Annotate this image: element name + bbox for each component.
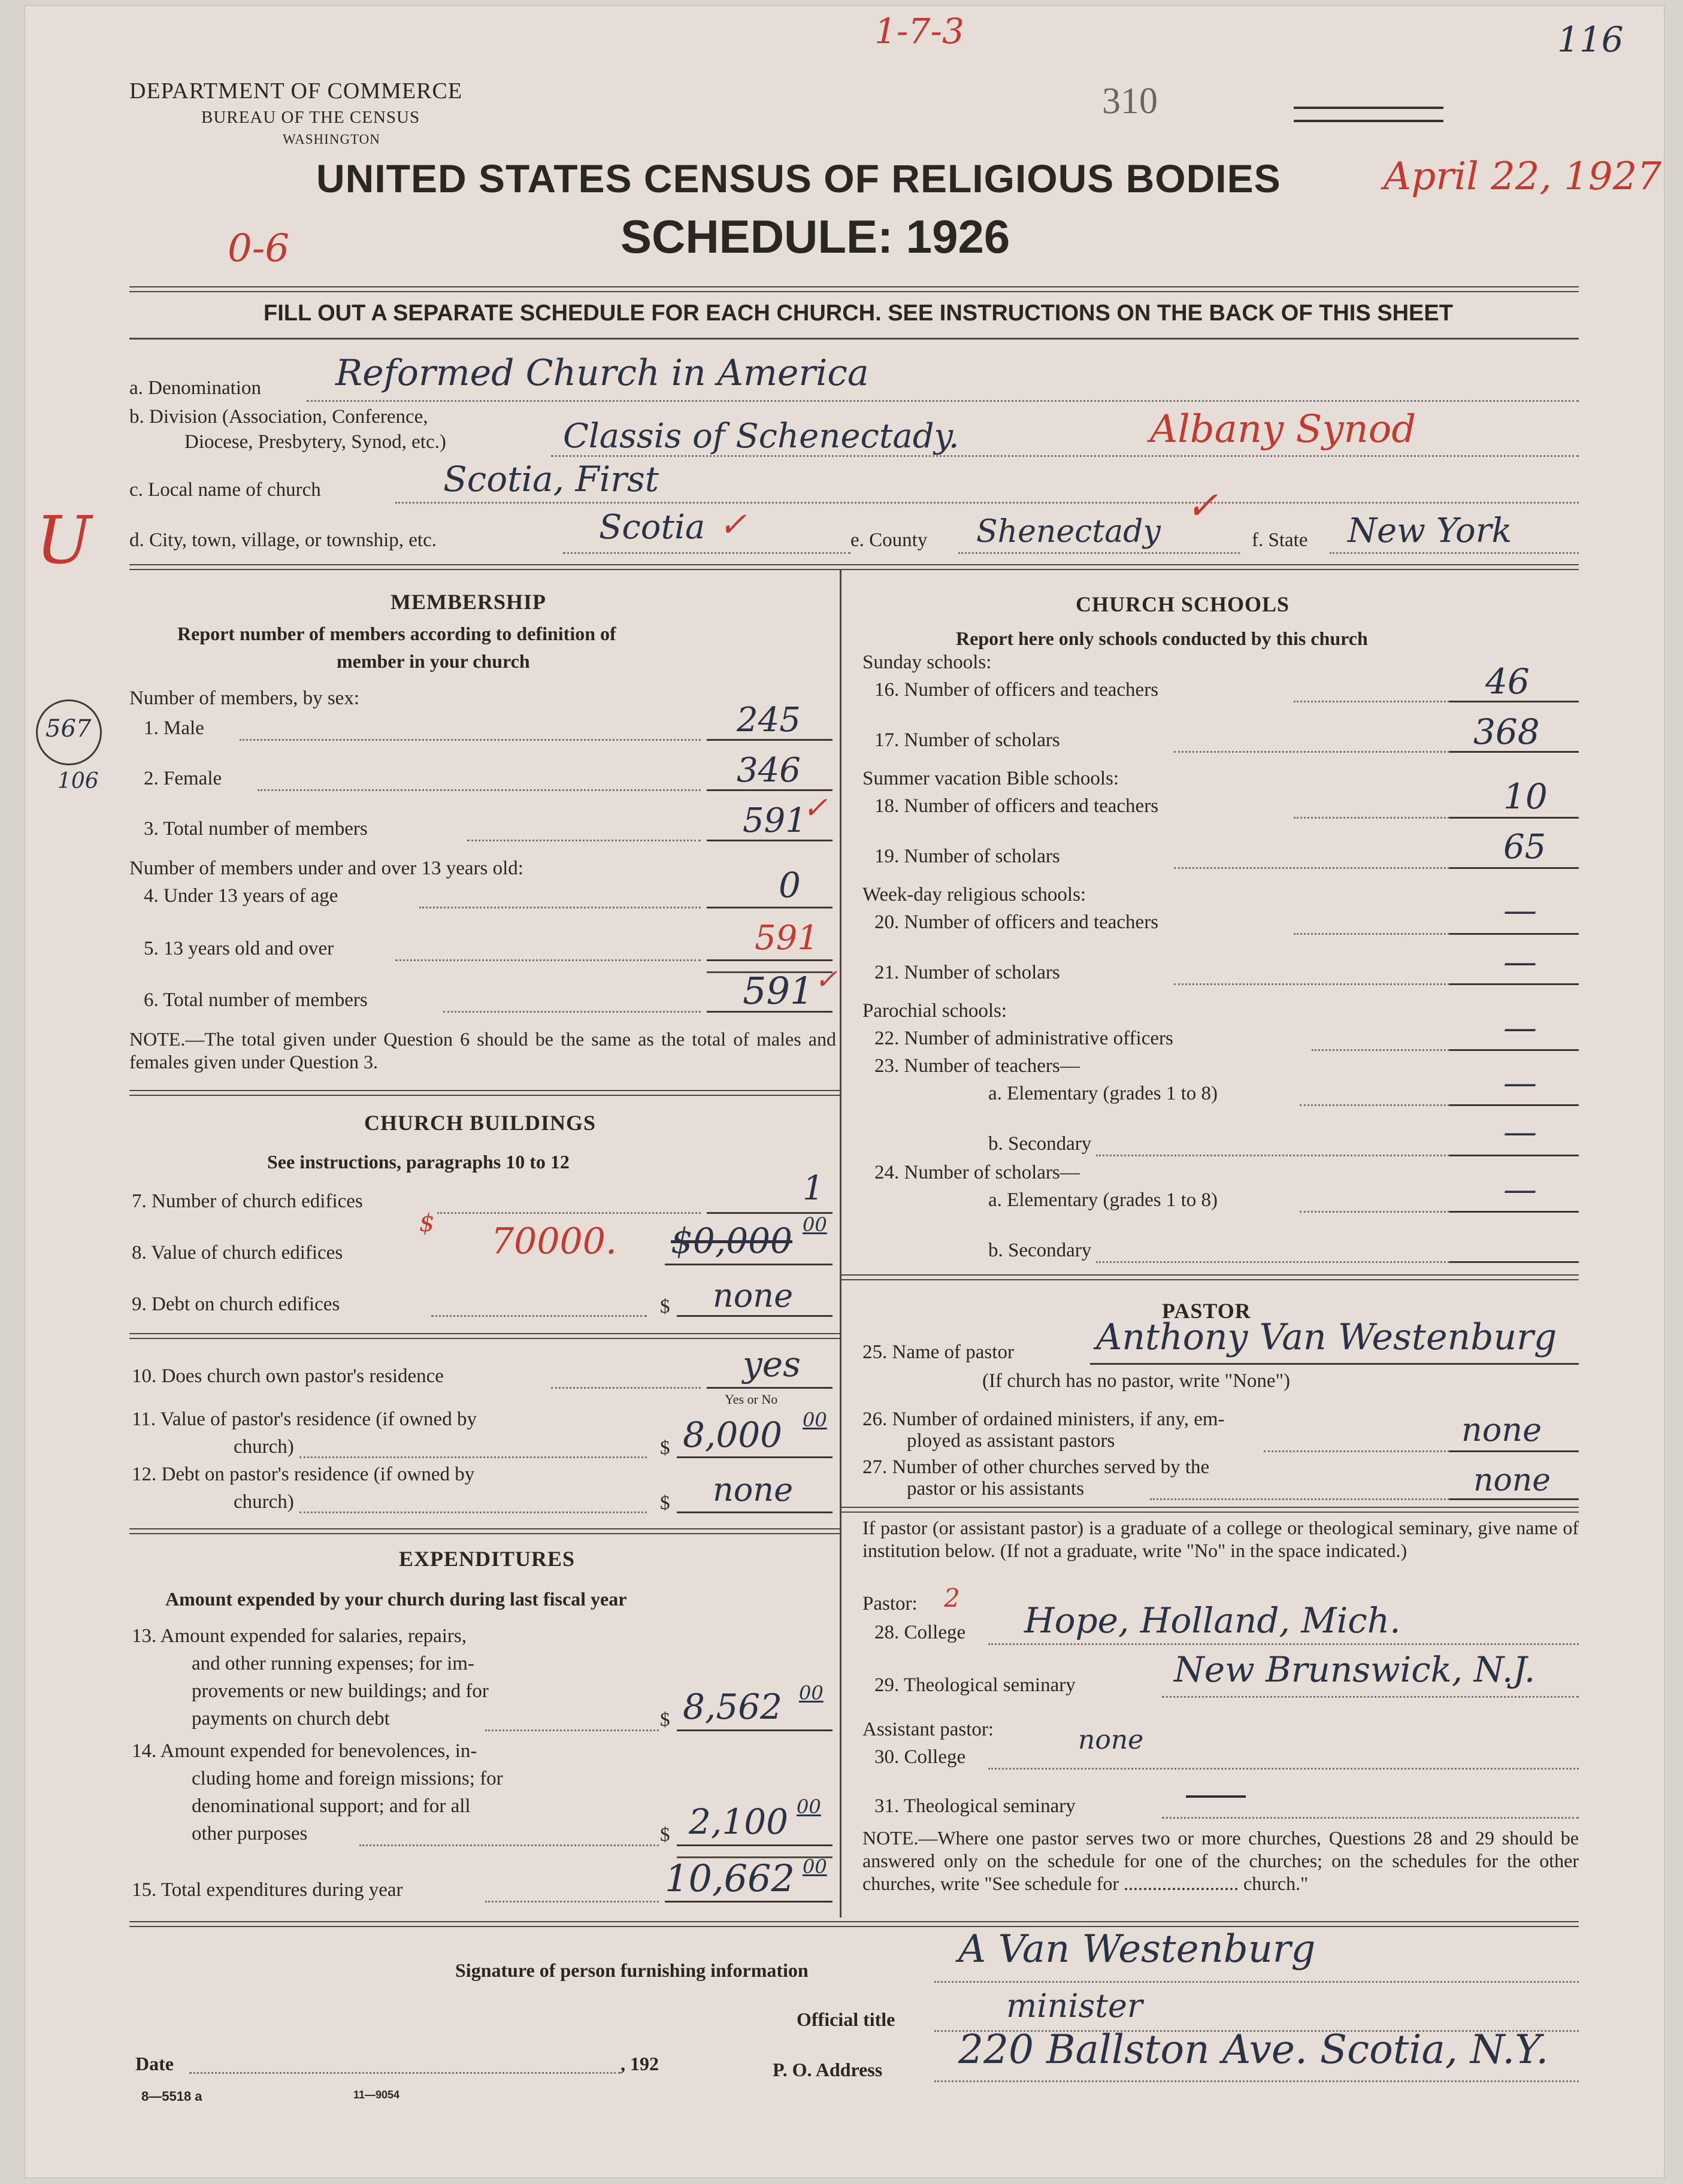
column-divider xyxy=(840,570,842,1918)
yes-or-no-hint: Yes or No xyxy=(725,1392,778,1407)
date-annotation: April 22, 1927 xyxy=(1384,155,1662,199)
q11-dollar: $ xyxy=(660,1437,670,1459)
q25-answer-line xyxy=(1090,1363,1579,1365)
q20-label: 20. Number of officers and teachers xyxy=(874,911,1159,933)
q16-line xyxy=(1294,701,1449,702)
q31-line xyxy=(1162,1817,1579,1819)
q11-answer-line xyxy=(677,1456,833,1458)
washington-label: WASHINGTON xyxy=(283,132,380,147)
q8-cents: 00 xyxy=(803,1213,827,1236)
membership-heading: MEMBERSHIP xyxy=(391,590,547,614)
q19-line xyxy=(1174,867,1449,869)
q12-line xyxy=(299,1511,647,1513)
q5-line xyxy=(395,959,701,961)
rule xyxy=(129,1090,840,1096)
county-label: e. County xyxy=(850,529,928,551)
q23b-label: b. Secondary xyxy=(988,1133,1092,1155)
q27-value[interactable]: none xyxy=(1473,1462,1551,1498)
corner-number: 116 xyxy=(1557,19,1624,60)
q20-answer-line xyxy=(1449,933,1579,935)
membership-note: NOTE.—The total given under Question 6 should be the same as the total of males and females given under Question 3. xyxy=(129,1028,836,1073)
q20-line xyxy=(1294,933,1449,935)
official-title-label: Official title xyxy=(797,2009,895,2030)
parochial-label: Parochial schools: xyxy=(862,1000,1007,1022)
q10-label: 10. Does church own pastor's residence xyxy=(132,1365,444,1387)
q6-value[interactable]: 591 xyxy=(743,969,814,1013)
form-number: 8—5518 a xyxy=(141,2089,202,2104)
q24b-line xyxy=(1096,1261,1449,1263)
q14-line xyxy=(359,1844,659,1846)
weekday-label: Week-day religious schools: xyxy=(862,884,1086,905)
date-suffix: , 192 xyxy=(620,2053,659,2074)
class-code: 0-6 xyxy=(228,226,290,271)
q30-value[interactable]: none xyxy=(1078,1725,1144,1755)
q1-value[interactable]: 245 xyxy=(737,701,801,740)
q15-value[interactable]: 10,662 xyxy=(665,1856,795,1900)
pastor-label: Pastor: xyxy=(862,1593,918,1614)
rule xyxy=(129,1528,840,1534)
q27-answer-line xyxy=(1449,1498,1579,1500)
q8-struck-value: $0,000 xyxy=(671,1220,792,1261)
city-line xyxy=(563,552,850,554)
q19-label: 19. Number of scholars xyxy=(874,846,1060,867)
q24a-label: a. Elementary (grades 1 to 8) xyxy=(988,1189,1218,1211)
q14-value[interactable]: 2,100 xyxy=(689,1801,789,1842)
q8-label: 8. Value of church edifices xyxy=(132,1242,343,1264)
county-line xyxy=(958,552,1240,554)
q13-label-3: provements or new buildings; and for xyxy=(192,1680,489,1702)
q22-line xyxy=(1312,1049,1449,1051)
q9-answer-line xyxy=(677,1315,833,1317)
po-address-line xyxy=(934,2080,1579,2082)
q4-answer-line xyxy=(707,907,833,908)
check-mark: ✓ xyxy=(719,505,747,544)
pastor-heading: PASTOR xyxy=(1162,1299,1251,1323)
q3-value[interactable]: 591 xyxy=(743,801,807,840)
q21-label: 21. Number of scholars xyxy=(874,962,1060,983)
q31-dash xyxy=(1186,1795,1246,1798)
q14-answer-line xyxy=(677,1844,833,1846)
q10-answer-line xyxy=(707,1387,833,1389)
q14-cents: 00 xyxy=(797,1795,821,1818)
q28-line xyxy=(988,1643,1579,1645)
q23b-answer-line xyxy=(1449,1155,1579,1156)
po-address-label: P. O. Address xyxy=(773,2059,883,2080)
q25-label: 25. Name of pastor xyxy=(862,1341,1014,1363)
q21-line xyxy=(1174,983,1449,985)
q5-value[interactable]: 591 xyxy=(755,919,819,958)
stamp-number: 310 xyxy=(1102,81,1158,122)
q6-label: 6. Total number of members xyxy=(144,989,368,1011)
q22-value[interactable]: — xyxy=(1503,1008,1537,1047)
q3-line xyxy=(467,840,701,841)
q8-answer-line xyxy=(665,1264,833,1265)
by-sex-label: Number of members, by sex: xyxy=(129,687,359,709)
census-schedule-sheet xyxy=(24,5,1665,2179)
q11-value[interactable]: 8,000 xyxy=(683,1414,783,1455)
q18-line xyxy=(1294,817,1449,819)
margin-circle-value: 567 xyxy=(46,715,92,743)
q23-label: 23. Number of teachers— xyxy=(874,1055,1080,1077)
pastor-note: NOTE.—Where one pastor serves two or more churches, Questions 28 and 29 should be answered only on the schedule for one of the churches; on the schedules for the other churches, write "See schedule for ........................ church." xyxy=(862,1827,1579,1894)
signature-label: Signature of person furnishing information xyxy=(455,1959,809,1981)
date-label: Date xyxy=(135,2053,174,2074)
q8-value[interactable]: 70000. xyxy=(491,1220,617,1262)
q23a-line xyxy=(1300,1104,1449,1106)
q25-value[interactable]: Anthony Van Westenburg xyxy=(1096,1316,1557,1358)
q7-line xyxy=(437,1212,701,1214)
assistant-pastor-label: Assistant pastor: xyxy=(862,1719,994,1740)
q14-label-4: other purposes xyxy=(192,1823,308,1844)
bureau-label: BUREAU OF THE CENSUS xyxy=(201,108,420,127)
q30-line xyxy=(988,1768,1579,1770)
schedule-title: SCHEDULE: 1926 xyxy=(620,210,1010,263)
q13-line xyxy=(485,1729,659,1731)
dollar-sign: $ xyxy=(419,1210,435,1237)
official-title-value[interactable]: minister xyxy=(1006,1987,1143,2025)
q13-label-4: payments on church debt xyxy=(192,1708,390,1729)
q5-answer-line xyxy=(707,959,833,961)
q30-label: 30. College xyxy=(874,1746,966,1768)
q11-cents: 00 xyxy=(803,1408,827,1431)
q28-value[interactable]: Hope, Holland, Mich. xyxy=(1024,1600,1401,1641)
q24a-answer-line xyxy=(1449,1211,1579,1213)
struck-number-mark xyxy=(1294,107,1443,122)
q10-line xyxy=(551,1387,701,1389)
po-address-value[interactable]: 220 Ballston Ave. Scotia, N.Y. xyxy=(958,2027,1549,2073)
date-line xyxy=(189,2072,620,2074)
q2-value[interactable]: 346 xyxy=(737,751,801,790)
q28-label: 28. College xyxy=(874,1622,966,1643)
buildings-sub: See instructions, paragraphs 10 to 12 xyxy=(267,1151,570,1173)
q12-answer-line xyxy=(677,1511,833,1513)
schools-sub: Report here only schools conducted by this church xyxy=(956,628,1368,649)
q9-label: 9. Debt on church edifices xyxy=(132,1294,340,1315)
q17-line xyxy=(1174,751,1449,753)
top-code: 1-7-3 xyxy=(874,11,964,52)
q22-answer-line xyxy=(1449,1049,1579,1051)
q13-label: 13. Amount expended for salaries, repairs, xyxy=(132,1625,467,1647)
q26-label-2: ployed as assistant pastors xyxy=(907,1430,1115,1452)
q13-dollar: $ xyxy=(660,1709,670,1731)
expenditures-heading: EXPENDITURES xyxy=(399,1547,576,1571)
q9-value[interactable]: none xyxy=(713,1277,794,1314)
q27-label-2: pastor or his assistants xyxy=(907,1478,1085,1500)
signature-line xyxy=(934,1981,1579,1983)
q12-label: 12. Debt on pastor's residence (if owned by xyxy=(132,1464,475,1485)
rule xyxy=(840,1507,1579,1513)
q15-cents: 00 xyxy=(803,1855,827,1878)
q9-line xyxy=(431,1315,647,1317)
q19-value[interactable]: 65 xyxy=(1503,828,1546,867)
department-label: DEPARTMENT OF COMMERCE xyxy=(129,78,463,104)
q23b-value[interactable]: — xyxy=(1503,1113,1537,1152)
q7-value[interactable]: 1 xyxy=(803,1169,824,1208)
q11-line xyxy=(299,1456,647,1458)
q9-dollar: $ xyxy=(660,1296,670,1317)
pastor-mark: 2 xyxy=(944,1583,960,1613)
denomination-label: a. Denomination xyxy=(129,377,261,399)
q3-label: 3. Total number of members xyxy=(144,818,368,840)
denomination-line xyxy=(307,400,1579,402)
q24b-label: b. Secondary xyxy=(988,1240,1092,1261)
q16-label: 16. Number of officers and teachers xyxy=(874,679,1159,701)
rule xyxy=(129,286,1579,292)
q11-label: 11. Value of pastor's residence (if owned by xyxy=(132,1408,477,1430)
by-age-label: Number of members under and over 13 years old: xyxy=(129,858,523,879)
q31-label: 31. Theological seminary xyxy=(874,1795,1076,1817)
q23a-label: a. Elementary (grades 1 to 8) xyxy=(988,1083,1218,1104)
q2-line xyxy=(258,789,701,791)
q26-value[interactable]: none xyxy=(1461,1411,1542,1449)
q20-value[interactable]: — xyxy=(1503,891,1537,930)
state-label: f. State xyxy=(1252,529,1308,551)
q15-label: 15. Total expenditures during year xyxy=(132,1879,403,1901)
graduate-note: If pastor (or assistant pastor) is a graduate of a college or theological seminary, give name of institution below. (If not a graduate, write "No" in the space indicated.) xyxy=(862,1517,1579,1561)
q13-value[interactable]: 8,562 xyxy=(683,1686,783,1727)
schools-heading: CHURCH SCHOOLS xyxy=(1076,592,1290,616)
q18-label: 18. Number of officers and teachers xyxy=(874,795,1159,817)
local-name-line xyxy=(395,502,1579,504)
membership-sub-2: member in your church xyxy=(337,650,530,672)
rule xyxy=(129,564,1579,570)
q26-line xyxy=(1264,1450,1449,1452)
main-title: UNITED STATES CENSUS OF RELIGIOUS BODIES xyxy=(316,156,1281,201)
expenditures-sub: Amount expended by your church during last fiscal year xyxy=(165,1588,627,1610)
rule xyxy=(840,1274,1579,1280)
q29-line xyxy=(1162,1696,1579,1698)
q18-value[interactable]: 10 xyxy=(1503,776,1548,817)
q25-hint: (If church has no pastor, write "None") xyxy=(982,1370,1291,1392)
check-mark: ✓ xyxy=(803,790,828,825)
q12-label-2: church) xyxy=(234,1491,294,1513)
q7-label: 7. Number of church edifices xyxy=(132,1191,363,1212)
q13-label-2: and other running expenses; for im- xyxy=(192,1653,474,1674)
q24a-value[interactable]: — xyxy=(1503,1170,1537,1209)
synod-value[interactable]: Albany Synod xyxy=(1150,407,1416,452)
q22-label: 22. Number of administrative officers xyxy=(874,1028,1173,1049)
q18-answer-line xyxy=(1449,817,1579,819)
county-value[interactable]: Shenectady xyxy=(976,514,1161,550)
summer-label: Summer vacation Bible schools: xyxy=(862,768,1119,789)
q24-label: 24. Number of scholars— xyxy=(874,1162,1080,1183)
q23a-value[interactable]: — xyxy=(1503,1064,1537,1102)
q24b-answer-line xyxy=(1449,1261,1579,1263)
city-label: d. City, town, village, or township, etc. xyxy=(129,529,437,551)
margin-mark: U xyxy=(36,502,92,578)
q15-line xyxy=(485,1901,659,1903)
division-label-2: Diocese, Presbytery, Synod, etc.) xyxy=(184,431,446,453)
q26-label: 26. Number of ordained ministers, if any, em- xyxy=(862,1408,1225,1430)
q4-line xyxy=(419,907,701,908)
q23a-answer-line xyxy=(1449,1104,1579,1106)
q4-label: 4. Under 13 years of age xyxy=(144,885,338,907)
division-value[interactable]: Classis of Schenectady. xyxy=(563,417,959,456)
rule xyxy=(129,1921,1579,1927)
q10-value[interactable]: yes xyxy=(743,1344,801,1385)
q17-value[interactable]: 368 xyxy=(1473,711,1540,752)
q12-dollar: $ xyxy=(660,1492,670,1514)
q21-answer-line xyxy=(1449,983,1579,985)
buildings-heading: CHURCH BUILDINGS xyxy=(364,1111,597,1135)
rule xyxy=(129,1333,840,1339)
q16-value[interactable]: 46 xyxy=(1485,661,1530,702)
q24a-line xyxy=(1300,1211,1449,1213)
division-label: b. Division (Association, Conference, xyxy=(129,406,428,428)
q13-answer-line xyxy=(677,1729,833,1731)
local-name-label: c. Local name of church xyxy=(129,479,321,501)
q15-answer-line xyxy=(665,1901,833,1903)
q1-label: 1. Male xyxy=(144,717,204,739)
q13-cents: 00 xyxy=(799,1682,824,1704)
q29-value[interactable]: New Brunswick, N.J. xyxy=(1174,1649,1536,1690)
local-name-value[interactable]: Scotia, First xyxy=(443,459,659,499)
signature-value[interactable]: A Van Westenburg xyxy=(958,1927,1316,1971)
state-line xyxy=(1330,552,1579,554)
state-value[interactable]: New York xyxy=(1348,511,1512,550)
q4-value[interactable]: 0 xyxy=(779,865,801,905)
q14-label: 14. Amount expended for benevolences, in- xyxy=(132,1740,477,1762)
q5-label: 5. 13 years old and over xyxy=(144,938,334,959)
q2-label: 2. Female xyxy=(144,768,222,789)
q21-value[interactable]: — xyxy=(1503,943,1537,982)
q1-line xyxy=(240,739,701,741)
q29-label: 29. Theological seminary xyxy=(874,1674,1076,1696)
q14-label-3: denominational support; and for all xyxy=(192,1795,471,1817)
q27-line xyxy=(1150,1498,1449,1500)
q17-label: 17. Number of scholars xyxy=(874,729,1060,751)
q12-value[interactable]: none xyxy=(713,1471,794,1508)
q6-line xyxy=(443,1011,701,1013)
q11-label-2: church) xyxy=(234,1436,294,1458)
fillout-instruction: FILL OUT A SEPARATE SCHEDULE FOR EACH CHURCH. SEE INSTRUCTIONS ON THE BACK OF THIS SHEET xyxy=(264,301,1453,326)
sunday-label: Sunday schools: xyxy=(862,652,992,673)
denomination-value[interactable]: Reformed Church in America xyxy=(335,352,869,394)
q26-answer-line xyxy=(1449,1450,1579,1452)
q14-dollar: $ xyxy=(660,1824,670,1846)
q23b-line xyxy=(1096,1155,1449,1156)
margin-number: 106 xyxy=(57,769,99,793)
q14-label-2: cluding home and foreign missions; for xyxy=(192,1768,503,1789)
q27-label: 27. Number of other churches served by the xyxy=(862,1456,1210,1478)
rule xyxy=(129,338,1579,340)
membership-sub: Report number of members according to definition of xyxy=(177,623,616,644)
city-value[interactable]: Scotia xyxy=(599,508,706,547)
print-number: 11—9054 xyxy=(353,2089,400,2101)
check-mark: ✓ xyxy=(1186,484,1218,528)
check-mark: ✓ xyxy=(815,963,838,995)
q19-answer-line xyxy=(1449,867,1579,869)
